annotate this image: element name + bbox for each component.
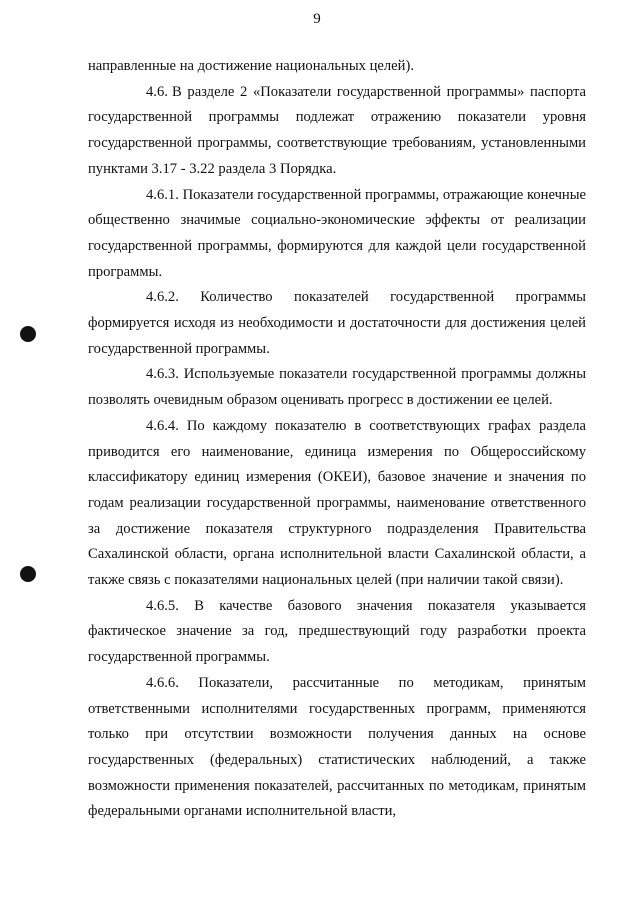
paragraph-4-6-4: [88, 414, 586, 594]
paragraph-number: 4.6.6.: [146, 674, 179, 691]
paragraph-number: 4.6.: [146, 83, 168, 100]
paragraph-text: Показатели государственной программы, отражающие конечные общественно значимые социально-экономические эффекты от реализации государственной программы, формируются для каждой цели государственной программы.: [88, 186, 586, 280]
paragraph-text: направленные на достижение национальных целей).: [88, 58, 414, 74]
paragraph-4-6-5: [88, 594, 586, 671]
paragraph-4-6: [88, 80, 586, 183]
paragraph-text: В качестве базового значения показателя указывается фактическое значение за год, предшествующий году разработки проекта государственной программы.: [88, 597, 586, 666]
paragraph-text: Показатели, рассчитанные по методикам, принятым ответственными исполнителями государственных программ, применяются только при отсутствии возможности получения данных на основе государственных (федеральных) статистических наблюдений, а также возможности применения показателей, рассчитанных по методикам, принятым федеральными органами исполнительной власти,: [88, 674, 586, 820]
paragraph-4-6-6: [88, 671, 586, 825]
page-number: 9: [313, 11, 321, 27]
punch-hole-mark: [20, 326, 36, 342]
paragraph-number: 4.6.3.: [146, 366, 179, 383]
paragraph-number: 4.6.5.: [146, 597, 179, 614]
paragraph-continuation: [88, 54, 586, 80]
paragraph-number: 4.6.2.: [146, 289, 179, 306]
paragraph-text: В разделе 2 «Показатели государственной программы» паспорта государственной программы подлежат отражению показатели уровня государственной программы, соответствующие требованиям, установленными пунктами 3.17 - 3.22 раздела 3 Порядка.: [88, 83, 586, 177]
paragraph-text: По каждому показателю в соответствующих графах раздела приводится его наименование, единица измерения по Общероссийскому классификатору единиц измерения (ОКЕИ), базовое значение и значения по годам реализации государственной программы, наименование ответственного за достижение показателя структурного подразделения Правительства Сахалинской области, органа исполнительной власти Сахалинской области, а также связь с показателями национальных целей (при наличии такой связи).: [88, 417, 586, 589]
paragraph-number: 4.6.1.: [146, 186, 179, 203]
paragraph-number: 4.6.4.: [146, 417, 179, 434]
paragraph-text: Количество показателей государственной программы формируется исходя из необходимости и достаточности для достижения целей государственной программы.: [88, 289, 586, 357]
paragraph-4-6-3: [88, 362, 586, 413]
paragraph-4-6-2: [88, 285, 586, 362]
document-body: [88, 54, 586, 825]
paragraph-text: Используемые показатели государственной программы должны позволять очевидным образом оценивать прогресс в достижении ее целей.: [88, 366, 586, 409]
punch-hole-mark: [20, 566, 36, 582]
paragraph-4-6-1: [88, 183, 586, 286]
